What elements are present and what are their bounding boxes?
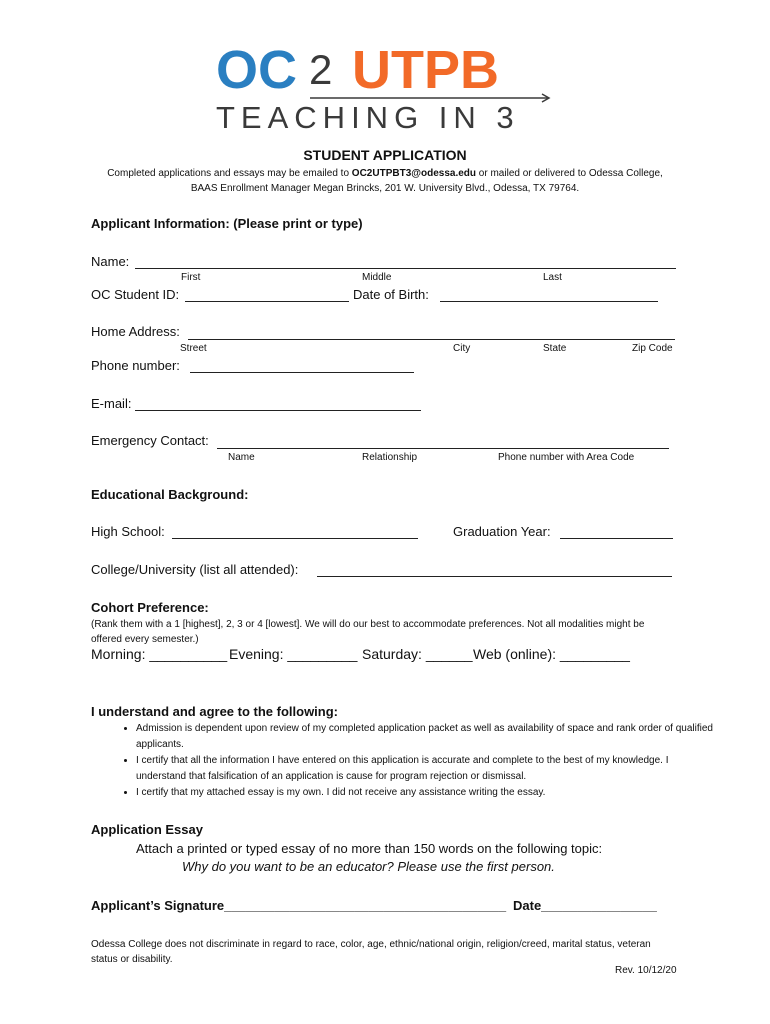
intro-text bbox=[60, 166, 710, 196]
cohort-evening[interactable]: Evening: _________ bbox=[229, 646, 358, 662]
emergency-label: Emergency Contact: bbox=[91, 433, 209, 448]
agree-item-essay: • I certify that my attached essay is my own. I did not receive any assistance writing the essay. bbox=[136, 785, 716, 801]
nondiscrimination-line2: status or disability. bbox=[91, 954, 173, 965]
cohort-saturday[interactable]: Saturday: ______ bbox=[362, 646, 473, 662]
address-state-caption: State bbox=[543, 343, 567, 354]
signature-date-field[interactable]: Date________________ bbox=[513, 898, 657, 913]
essay-task: Attach a printed or typed essay of no more than 150 words on the following topic: bbox=[136, 841, 603, 856]
cohort-note-line1: (Rank them with a 1 [highest], 2, 3 or 4 [lowest]. We will do our best to accommodate preferences. Not all modalities might be bbox=[91, 619, 645, 630]
agree-item-admission: • Admission is dependent upon review of my completed application packet as well as availability of space and rank order of qualified applicants. bbox=[136, 721, 716, 753]
emergency-name-caption: Name bbox=[228, 452, 255, 463]
emergency-field[interactable] bbox=[217, 448, 669, 449]
logo-oc: OC bbox=[216, 40, 297, 100]
emergency-phone-caption: Phone number with Area Code bbox=[498, 452, 635, 463]
signature-field[interactable]: Applicant’s Signature_______________________________________ bbox=[91, 898, 507, 913]
grad-year-field[interactable] bbox=[560, 538, 673, 539]
address-street-caption: Street bbox=[180, 343, 207, 354]
oc2utpb-logo bbox=[212, 40, 557, 135]
cohort-morning[interactable]: Morning: __________ bbox=[91, 646, 228, 662]
revision-date: Rev. 10/12/20 bbox=[615, 965, 677, 976]
intro-line2: BAAS Enrollment Manager Megan Brincks, 201 W. University Blvd., Odessa, TX 79764. bbox=[190, 183, 580, 194]
cohort-note bbox=[91, 617, 691, 647]
email-field[interactable] bbox=[135, 410, 421, 411]
college-field[interactable] bbox=[317, 576, 672, 577]
high-school-field[interactable] bbox=[172, 538, 418, 539]
student-id-field[interactable] bbox=[185, 301, 349, 302]
intro-line1-b: or mailed or delivered to Odessa College, bbox=[476, 168, 663, 179]
cohort-heading: Cohort Preference: bbox=[91, 600, 209, 615]
grad-year-label: Graduation Year: bbox=[453, 524, 551, 539]
cohort-web[interactable]: Web (online): _________ bbox=[473, 646, 630, 662]
logo-utpb: UTPB bbox=[352, 40, 499, 100]
emergency-relationship-caption: Relationship bbox=[362, 452, 418, 463]
name-middle-caption: Middle bbox=[362, 272, 392, 283]
name-field[interactable] bbox=[135, 268, 676, 269]
dob-label: Date of Birth: bbox=[353, 287, 429, 302]
intro-line1-a: Completed applications and essays may be emailed to bbox=[107, 168, 352, 179]
agree-item-accuracy: • I certify that all the information I have entered on this application is accurate and complete to the best of my knowledge. I understand that falsification of an application is cause for program rejection or dismissal. bbox=[136, 753, 716, 785]
agree-list bbox=[108, 721, 716, 801]
address-field[interactable] bbox=[188, 339, 675, 340]
student-id-label: OC Student ID: bbox=[91, 287, 180, 302]
page-title: STUDENT APPLICATION bbox=[303, 147, 467, 163]
nondiscrimination-statement bbox=[91, 937, 691, 967]
logo-tagline: TEACHING IN 3 bbox=[216, 100, 520, 135]
nondiscrimination-line1: Odessa College does not discriminate in regard to race, color, age, ethnic/national origin, religion/creed, marital status, veteran bbox=[91, 939, 651, 950]
email-label: E-mail: bbox=[91, 396, 132, 411]
address-city-caption: City bbox=[453, 343, 471, 354]
high-school-label: High School: bbox=[91, 524, 165, 539]
essay-question: Why do you want to be an educator? Please use the first person. bbox=[182, 859, 555, 874]
address-label: Home Address: bbox=[91, 324, 180, 339]
name-label: Name: bbox=[91, 254, 130, 269]
agree-heading: I understand and agree to the following: bbox=[91, 704, 339, 719]
name-last-caption: Last bbox=[543, 272, 562, 283]
phone-label: Phone number: bbox=[91, 358, 180, 373]
education-heading: Educational Background: bbox=[91, 487, 249, 502]
cohort-note-line2: offered every semester.) bbox=[91, 634, 199, 645]
address-zip-caption: Zip Code bbox=[632, 343, 673, 354]
applicant-heading: Applicant Information: (Please print or type) bbox=[91, 216, 363, 231]
essay-heading: Application Essay bbox=[91, 822, 203, 837]
phone-field[interactable] bbox=[190, 372, 414, 373]
college-label: College/University (list all attended): bbox=[91, 562, 299, 577]
name-first-caption: First bbox=[181, 272, 201, 283]
logo-two: 2 bbox=[309, 46, 333, 93]
contact-email: OC2UTPBT3@odessa.edu bbox=[351, 168, 477, 179]
dob-field[interactable] bbox=[440, 301, 658, 302]
